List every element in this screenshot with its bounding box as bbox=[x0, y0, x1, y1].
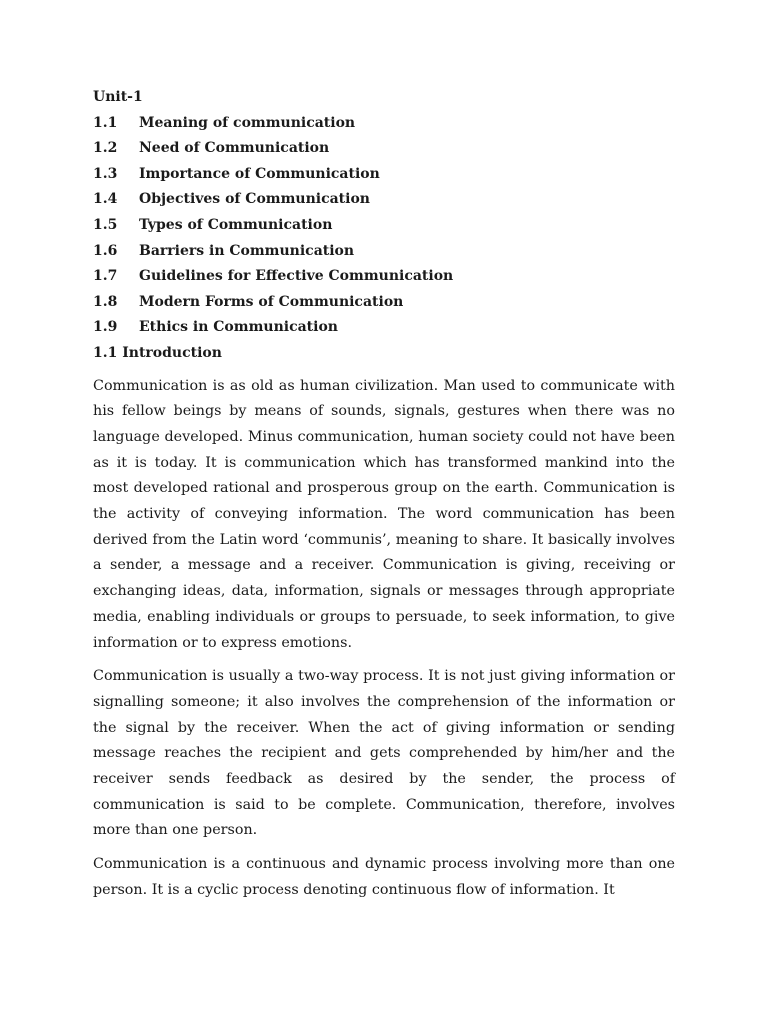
toc-title: Need of Communication bbox=[139, 140, 330, 157]
toc-item bbox=[93, 213, 675, 239]
toc-title: Objectives of Communication bbox=[139, 191, 370, 208]
toc-title: Barriers in Communication bbox=[139, 242, 355, 259]
toc-title: Modern Forms of Communication bbox=[139, 293, 404, 310]
toc-number: 1.9 bbox=[93, 319, 118, 336]
toc-title: Types of Communication bbox=[139, 216, 333, 233]
unit-title: Unit-1 bbox=[93, 89, 143, 105]
toc-title: Importance of Communication bbox=[139, 165, 380, 182]
body-paragraph: Communication is usually a two-way process. It is not just giving information or signalling someone; it also involves the comprehension of the information or the signal by the receiver. When the act of giving information or sending message reaches the recipient and gets comprehended by him/her and the receiver sends feedback as desired by the sender, the process of communication is said to be complete. Communication, therefore, involves more than one person. bbox=[93, 668, 675, 839]
toc-number: 1.2 bbox=[93, 140, 118, 157]
toc-title: Ethics in Communication bbox=[139, 319, 338, 336]
toc-item bbox=[93, 239, 675, 265]
toc-number: 1.4 bbox=[93, 191, 118, 208]
table-of-contents bbox=[93, 111, 675, 341]
toc-item bbox=[93, 162, 675, 188]
toc-item bbox=[93, 290, 675, 316]
body-paragraph: Communication is a continuous and dynamic process involving more than one person. It is a cyclic process denoting continuous flow of information. It bbox=[93, 856, 675, 898]
toc-item bbox=[93, 187, 675, 213]
toc-number: 1.7 bbox=[93, 268, 118, 285]
toc-item bbox=[93, 111, 675, 137]
toc-item bbox=[93, 315, 675, 341]
toc-title: Meaning of communication bbox=[139, 114, 356, 131]
toc-number: 1.1 bbox=[93, 114, 118, 131]
toc-number: 1.3 bbox=[93, 165, 118, 182]
body-paragraph: Communication is as old as human civilization. Man used to communicate with his fellow beings by means of sounds, signals, gestures when there was no language developed. Minus communication, human society could not have been as it is today. It is communication which has transformed mankind into the most developed rational and prosperous group on the earth. Communication is the activity of conveying information. The word communication has been derived from the Latin word ‘communis’, meaning to share. It basically involves a sender, a message and a receiver. Communication is giving, receiving or exchanging ideas, data, information, signals or messages through appropriate media, enabling individuals or groups to persuade, to seek information, to give information or to express emotions. bbox=[93, 377, 675, 651]
toc-number: 1.8 bbox=[93, 293, 118, 310]
toc-number: 1.5 bbox=[93, 216, 118, 233]
toc-number: 1.6 bbox=[93, 242, 118, 259]
toc-item bbox=[93, 264, 675, 290]
toc-item bbox=[93, 136, 675, 162]
toc-title: Guidelines for Effective Communication bbox=[139, 268, 454, 285]
section-heading: 1.1 Introduction bbox=[93, 344, 222, 361]
document-page bbox=[93, 85, 675, 912]
